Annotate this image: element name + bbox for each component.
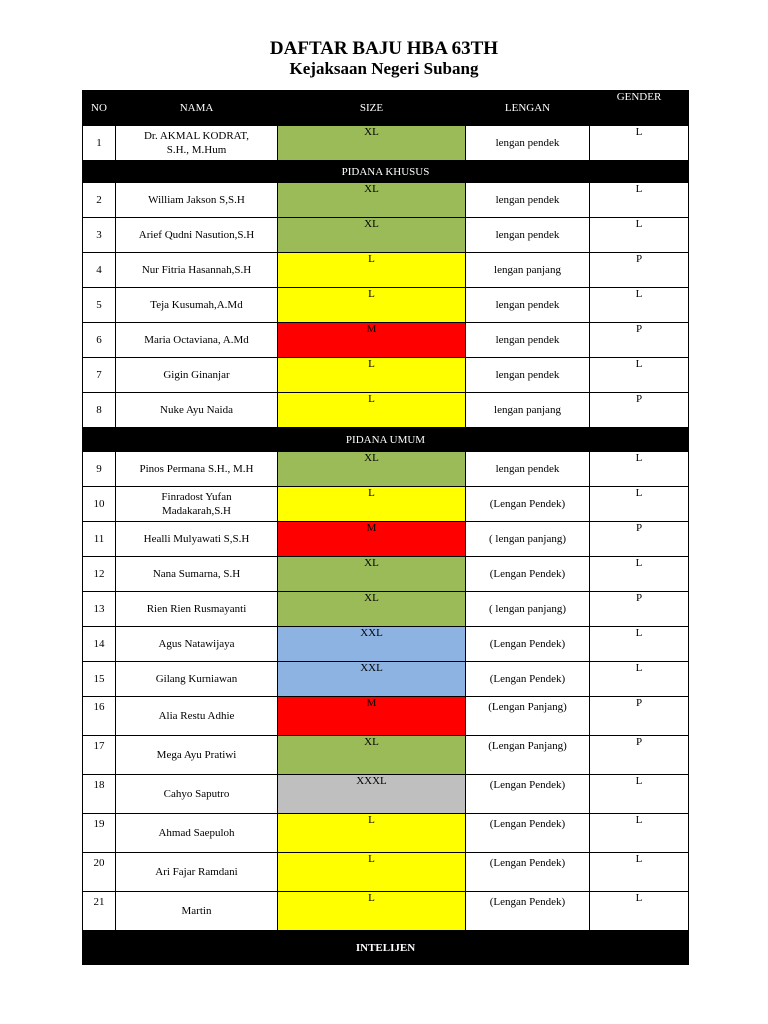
cell-gender: P: [590, 323, 689, 358]
cell-size: XL: [278, 736, 466, 775]
cell-nama: Gigin Ginanjar: [116, 358, 278, 393]
cell-size: XL: [278, 183, 466, 218]
cell-lengan: lengan pendek: [466, 218, 590, 253]
cell-lengan: (Lengan Pendek): [466, 775, 590, 814]
cell-lengan: lengan panjang: [466, 393, 590, 428]
cell-lengan: lengan panjang: [466, 253, 590, 288]
cell-no: 3: [83, 218, 116, 253]
cell-lengan: (Lengan Panjang): [466, 736, 590, 775]
cell-no: 7: [83, 358, 116, 393]
cell-nama: Gilang Kurniawan: [116, 662, 278, 697]
cell-gender: P: [590, 253, 689, 288]
cell-gender: L: [590, 358, 689, 393]
document-title: DAFTAR BAJU HBA 63TH: [269, 38, 499, 59]
cell-gender: L: [590, 775, 689, 814]
header-nama: NAMA: [116, 91, 278, 126]
cell-no: 2: [83, 183, 116, 218]
section-header-row: [83, 428, 689, 452]
cell-nama: Agus Natawijaya: [116, 627, 278, 662]
cell-lengan: (Lengan Pendek): [466, 814, 590, 853]
cell-lengan: ( lengan panjang): [466, 592, 590, 627]
cell-gender: L: [590, 452, 689, 487]
cell-gender: P: [590, 522, 689, 557]
document-subtitle: Kejaksaan Negeri Subang: [289, 59, 479, 78]
cell-size: L: [278, 487, 466, 522]
section-label: PIDANA UMUM: [83, 428, 689, 452]
cell-gender: L: [590, 183, 689, 218]
cell-no: 21: [83, 892, 116, 931]
cell-no: 11: [83, 522, 116, 557]
cell-lengan: lengan pendek: [466, 323, 590, 358]
cell-no: 20: [83, 853, 116, 892]
cell-nama: Finradost Yufan Madakarah,S.H: [116, 487, 278, 522]
section-label: PIDANA KHUSUS: [83, 161, 689, 183]
cell-lengan: lengan pendek: [466, 452, 590, 487]
cell-no: 6: [83, 323, 116, 358]
cell-size: XXL: [278, 627, 466, 662]
cell-size: XL: [278, 218, 466, 253]
cell-nama: William Jakson S,S.H: [116, 183, 278, 218]
cell-no: 8: [83, 393, 116, 428]
cell-gender: L: [590, 627, 689, 662]
cell-size: L: [278, 253, 466, 288]
cell-no: 16: [83, 697, 116, 736]
cell-lengan: (Lengan Pendek): [466, 892, 590, 931]
table-row: [83, 323, 689, 358]
table-row: [83, 662, 689, 697]
cell-size: XL: [278, 592, 466, 627]
cell-no: 17: [83, 736, 116, 775]
table-row: [83, 557, 689, 592]
cell-nama: Maria Octaviana, A.Md: [116, 323, 278, 358]
table-row: [83, 892, 689, 931]
header-size: SIZE: [278, 91, 466, 126]
cell-no: 10: [83, 487, 116, 522]
cell-size: XL: [278, 126, 466, 161]
cell-size: L: [278, 853, 466, 892]
cell-size: M: [278, 697, 466, 736]
cell-no: 4: [83, 253, 116, 288]
cell-nama: Healli Mulyawati S,S.H: [116, 522, 278, 557]
cell-nama: Nur Fitria Hasannah,S.H: [116, 253, 278, 288]
table-row: [83, 627, 689, 662]
table-row: [83, 487, 689, 522]
cell-size: XXL: [278, 662, 466, 697]
table-row: [83, 183, 689, 218]
header-no: NO: [83, 91, 116, 126]
header-gender: GENDER: [590, 91, 689, 126]
cell-lengan: (Lengan Pendek): [466, 487, 590, 522]
cell-lengan: (Lengan Pendek): [466, 627, 590, 662]
cell-nama: Teja Kusumah,A.Md: [116, 288, 278, 323]
cell-size: L: [278, 393, 466, 428]
cell-no: 5: [83, 288, 116, 323]
cell-gender: L: [590, 557, 689, 592]
section-header-row: [83, 161, 689, 183]
cell-lengan: (Lengan Pendek): [466, 557, 590, 592]
cell-nama: Pinos Permana S.H., M.H: [116, 452, 278, 487]
cell-gender: P: [590, 592, 689, 627]
cell-size: XL: [278, 452, 466, 487]
cell-nama: Ahmad Saepuloh: [116, 814, 278, 853]
cell-nama: Mega Ayu Pratiwi: [116, 736, 278, 775]
cell-lengan: (Lengan Pendek): [466, 853, 590, 892]
cell-gender: L: [590, 853, 689, 892]
table-row: [83, 126, 689, 161]
cell-size: L: [278, 814, 466, 853]
cell-size: L: [278, 358, 466, 393]
cell-lengan: lengan pendek: [466, 183, 590, 218]
cell-gender: L: [590, 814, 689, 853]
cell-nama: Alia Restu Adhie: [116, 697, 278, 736]
cell-gender: L: [590, 662, 689, 697]
cell-nama: Arief Qudni Nasution,S.H: [116, 218, 278, 253]
cell-no: 12: [83, 557, 116, 592]
cell-no: 13: [83, 592, 116, 627]
cell-size: M: [278, 522, 466, 557]
section-label: INTELIJEN: [83, 931, 689, 965]
cell-no: 14: [83, 627, 116, 662]
table-row: [83, 775, 689, 814]
cell-size: XL: [278, 557, 466, 592]
cell-nama: Cahyo Saputro: [116, 775, 278, 814]
cell-gender: L: [590, 218, 689, 253]
cell-nama: Ari Fajar Ramdani: [116, 853, 278, 892]
cell-no: 1: [83, 126, 116, 161]
cell-lengan: lengan pendek: [466, 358, 590, 393]
cell-nama: Nuke Ayu Naida: [116, 393, 278, 428]
cell-no: 18: [83, 775, 116, 814]
cell-gender: P: [590, 393, 689, 428]
header-lengan: LENGAN: [466, 91, 590, 126]
table-row: [83, 393, 689, 428]
table-row: [83, 288, 689, 323]
cell-lengan: (Lengan Panjang): [466, 697, 590, 736]
table-header-row: [83, 91, 689, 126]
table-row: [83, 697, 689, 736]
cell-lengan: (Lengan Pendek): [466, 662, 590, 697]
cell-lengan: lengan pendek: [466, 126, 590, 161]
cell-size: L: [278, 288, 466, 323]
table-row: [83, 358, 689, 393]
cell-no: 15: [83, 662, 116, 697]
table-row: [83, 253, 689, 288]
shirt-list-table: [82, 90, 689, 965]
cell-no: 9: [83, 452, 116, 487]
table-row: [83, 452, 689, 487]
table-row: [83, 592, 689, 627]
table-row: [83, 853, 689, 892]
cell-size: XXXL: [278, 775, 466, 814]
cell-gender: L: [590, 126, 689, 161]
cell-gender: P: [590, 697, 689, 736]
cell-size: M: [278, 323, 466, 358]
cell-size: L: [278, 892, 466, 931]
cell-lengan: ( lengan panjang): [466, 522, 590, 557]
table-body: [83, 126, 689, 965]
cell-lengan: lengan pendek: [466, 288, 590, 323]
cell-gender: P: [590, 736, 689, 775]
cell-nama: Dr. AKMAL KODRAT, S.H., M.Hum: [116, 126, 278, 161]
cell-gender: L: [590, 892, 689, 931]
cell-gender: L: [590, 288, 689, 323]
cell-no: 19: [83, 814, 116, 853]
section-header-row: [83, 931, 689, 965]
cell-nama: Martin: [116, 892, 278, 931]
table-row: [83, 814, 689, 853]
cell-nama: Rien Rien Rusmayanti: [116, 592, 278, 627]
table-row: [83, 736, 689, 775]
table-row: [83, 218, 689, 253]
table-row: [83, 522, 689, 557]
cell-nama: Nana Sumarna, S.H: [116, 557, 278, 592]
cell-gender: L: [590, 487, 689, 522]
